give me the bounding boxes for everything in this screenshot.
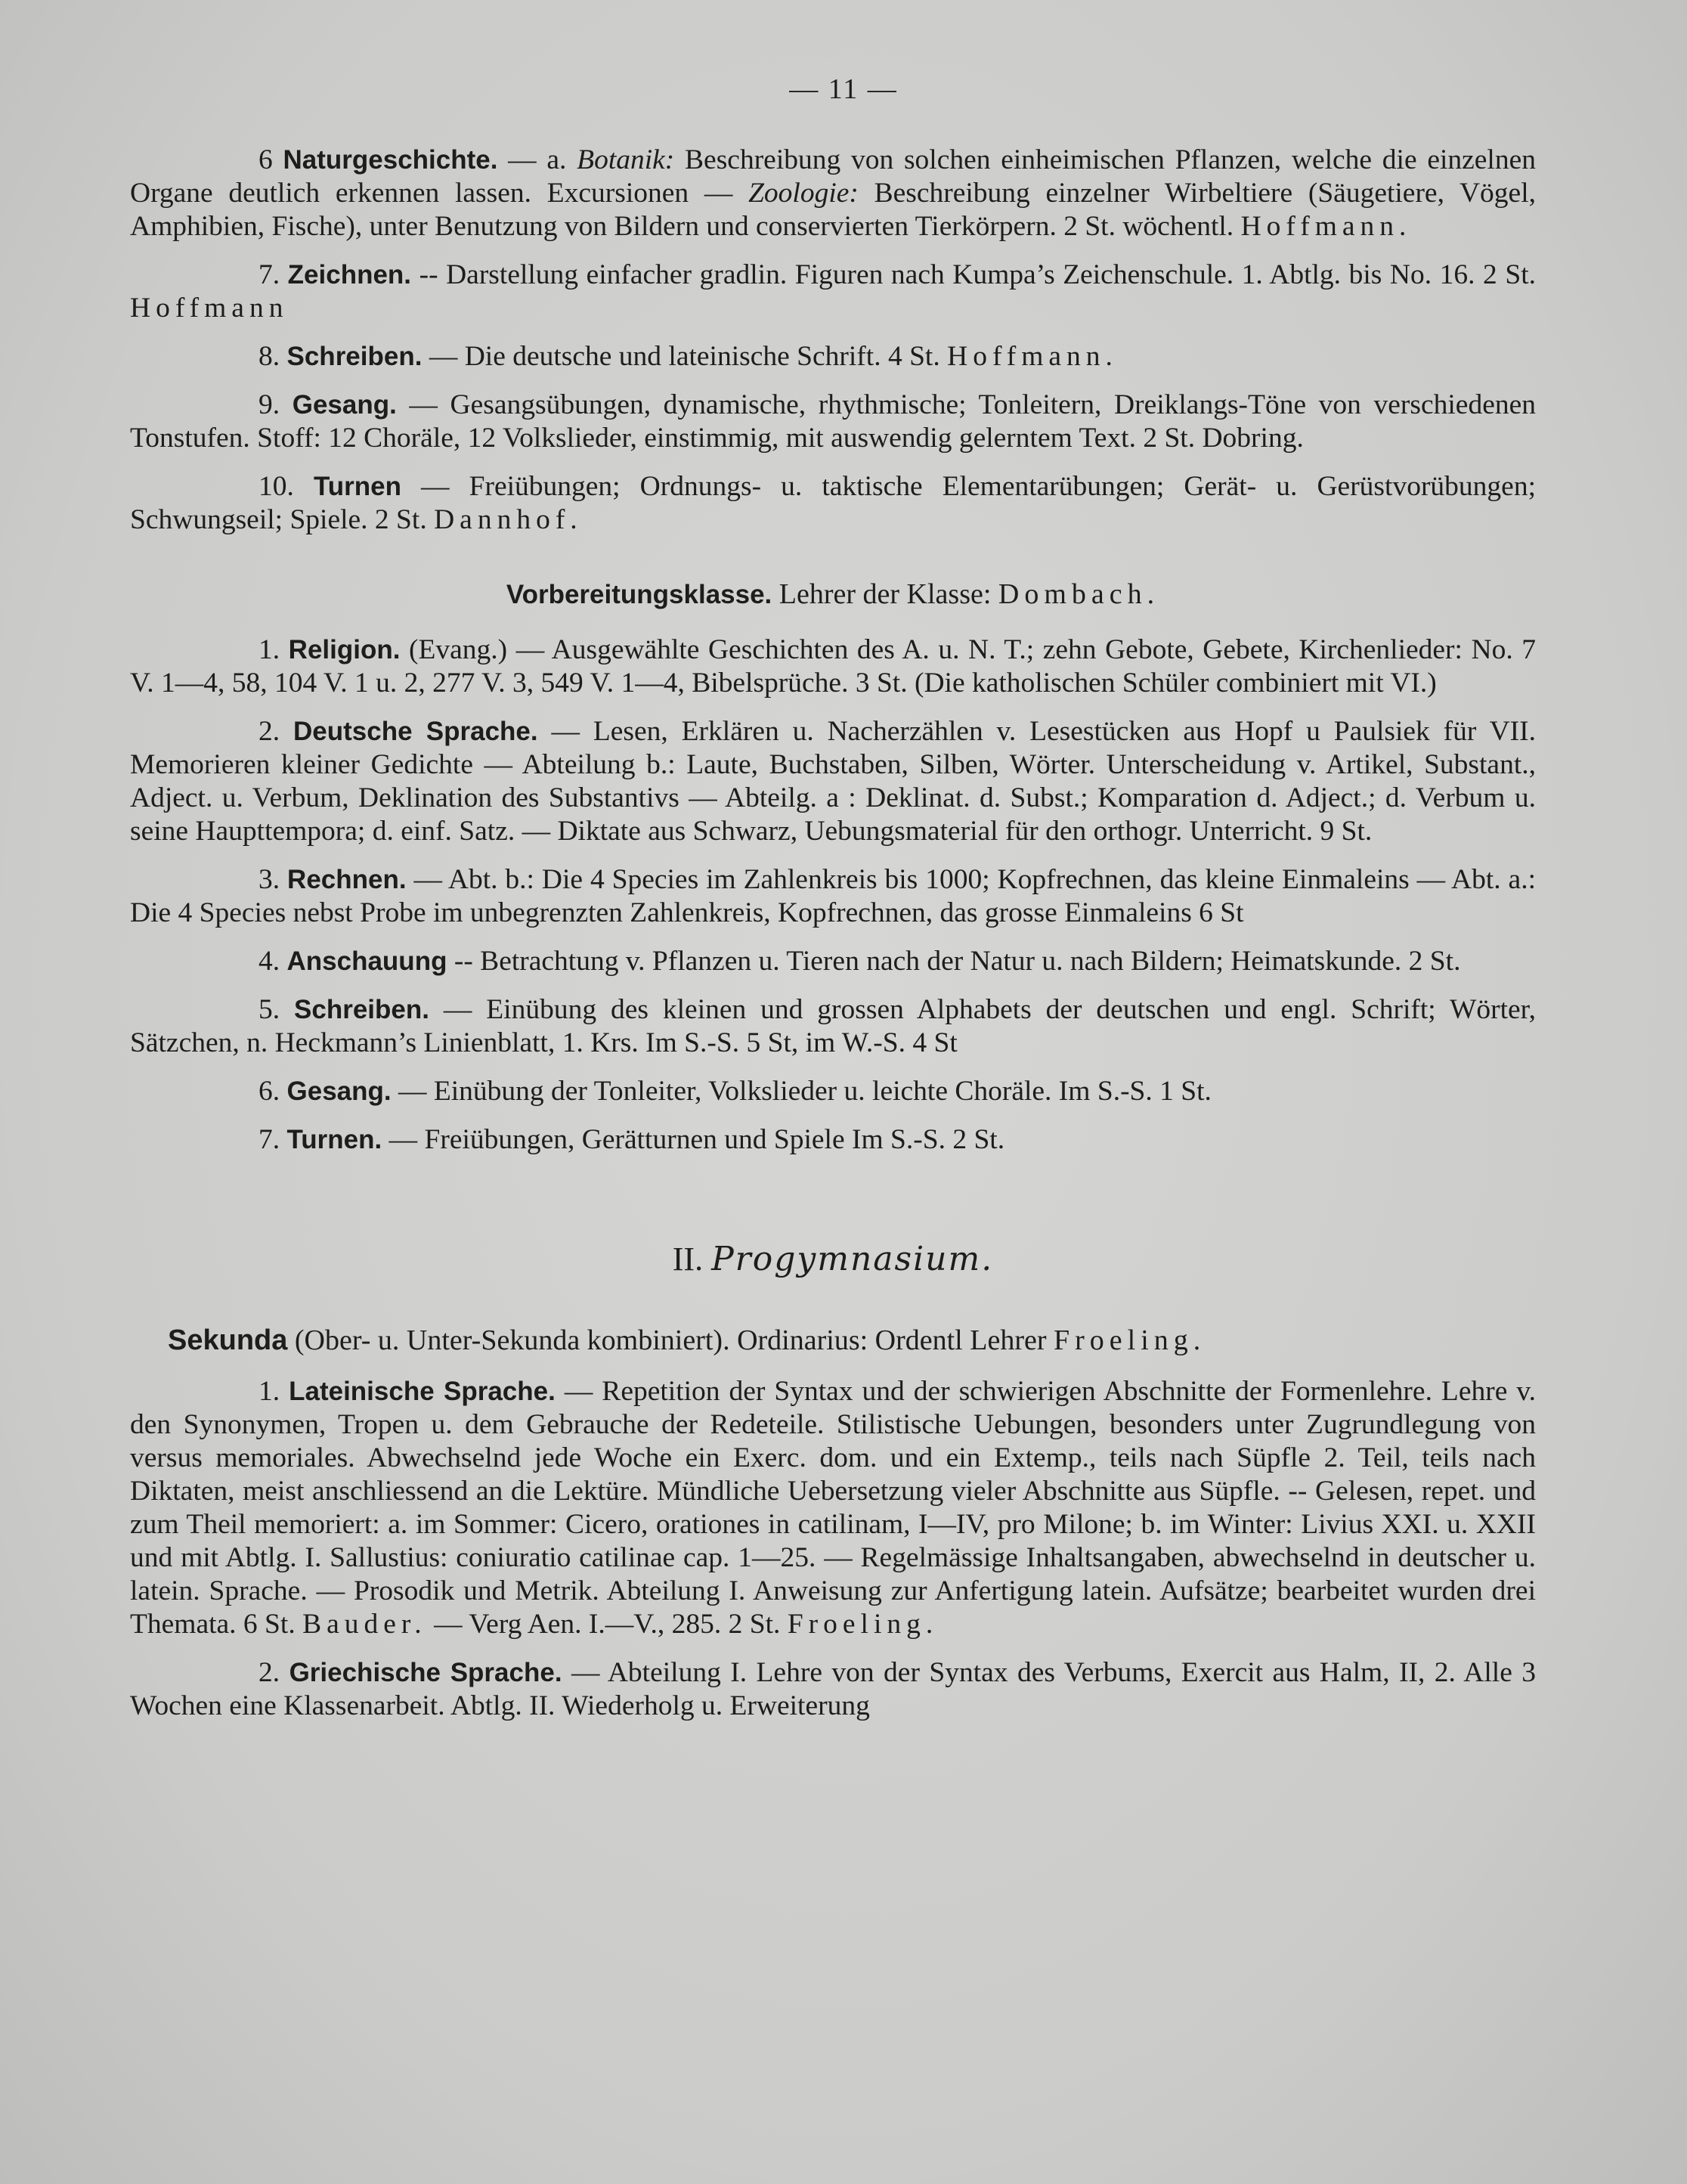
subject-text: (Evang.) — Ausgewählte Geschichten des A. u. N. T.; zehn Gebote, Gebete, Kirchenlieder: No. 7 V. 1—4, 58, 104 V. 1 u. 2, 277 V. 3, 549 V. 1—4, Bibelsprüche. 3 St. (Die katholischen Schüler combiniert mit VI.)	[130, 634, 1537, 699]
subject-paragraph	[130, 715, 1536, 848]
sekunda-heading	[130, 1324, 1536, 1357]
sekunda-subjects	[130, 1375, 1536, 1723]
subject-text: — Abt. b.: Die 4 Species im Zahlenkreis bis 1000; Kopfrechnen, das kleine Einmaleins — Abt. a.: Die 4 Species nebst Probe im unbegrenzten Zahlenkreis, Kopfrechnen, das grosse Einmaleins 6 St	[130, 864, 1536, 928]
subject-paragraph	[130, 634, 1536, 700]
subject-number: 10.	[258, 471, 314, 502]
subject-number: 6	[258, 144, 283, 175]
subject-number: 5.	[258, 994, 295, 1025]
subject-title: Turnen.	[286, 1125, 382, 1154]
subject-paragraph	[130, 1123, 1536, 1157]
subject-text: — Verg Aen. I.—V., 285. 2 St.	[426, 1609, 788, 1640]
subject-paragraph	[130, 1656, 1536, 1723]
subject-number: 9.	[258, 389, 293, 420]
subject-text: — Freiübungen; Ordnungs- u. taktische Elementarübungen; Gerät- u. Gerüstvorübungen; Schwungseil; Spiele. 2 St.	[130, 471, 1536, 535]
subject-title: Gesang.	[292, 390, 397, 420]
vorbereitung-subjects	[130, 634, 1536, 1157]
section-title: Progymnasium.	[711, 1240, 994, 1278]
subject-number: 6.	[258, 1076, 287, 1107]
subject-paragraph	[130, 945, 1536, 978]
section-heading	[130, 1240, 1536, 1278]
subject-title: Anschauung	[286, 946, 447, 976]
vorbereitung-teacher: Dombach.	[998, 578, 1160, 610]
subject-number: 8.	[258, 341, 287, 372]
subject-paragraph	[130, 470, 1536, 537]
upper-class-subjects	[130, 144, 1536, 537]
subject-title: Lateinische Sprache.	[289, 1377, 556, 1406]
subject-paragraph	[130, 993, 1536, 1060]
section-roman: II.	[672, 1241, 704, 1278]
subject-text: — Repetition der Syntax und der schwierigen Abschnitte der Formenlehre. Lehre v. den Synonymen, Tropen u. dem Gebrauche der Redeteile. Stilistische Uebungen, besonders unter Zugrundlegung von versus memoriales. Abwechselnd jede Woche ein Exerc. dom. und ein Extemp., teils nach Süpfle 2. Teil, teils nach Diktaten, meist anschliessend an die Lektüre. Mündliche Uebersetzung vieler Abschnitte aus Süpfle. -- Gelesen, repet. und zum Theil memoriert: a. im Sommer: Cicero, orationes in catilinam, I—IV, pro Milone; b. im Winter: Livius XXI. u. XXII und mit Abtlg. I. Sallustius: coniuratio catilinae cap. 1—25. — Regelmässige Inhaltsangaben, abwechselnd in deutscher u. latein. Sprache. — Prosodik und Metrik. Abteilung I. Anweisung zur Anfertigung latein. Aufsätze; bearbeitet wurden drei Themata. 6 St.	[130, 1376, 1537, 1640]
subject-number: 1.	[258, 634, 289, 665]
subject-title: Naturgeschichte.	[283, 145, 498, 175]
subject-text: — Freiübungen, Gerätturnen und Spiele Im S.-S. 2 St.	[382, 1124, 1005, 1155]
subject-paragraph	[130, 259, 1536, 325]
subject-paragraph	[130, 144, 1536, 243]
subject-text: — Die deutsche und lateinische Schrift. 4 St.	[422, 341, 948, 372]
page-number: — 11 —	[789, 73, 898, 105]
teacher-name: Hoffmann.	[947, 341, 1118, 372]
subject-number: 7.	[258, 259, 288, 290]
subject-text: -- Darstellung einfacher gradlin. Figuren nach Kumpa’s Zeichenschule. 1. Abtlg. bis No. 16. 2 St.	[411, 259, 1536, 290]
subject-number: 3.	[258, 864, 288, 895]
subject-text: — Gesangsübungen, dynamische, rhythmische; Tonleitern, Dreiklangs-Töne von verschiedenen Tonstufen. Stoff: 12 Choräle, 12 Volkslieder, einstimmig, mit auswendig gelerntem Text. 2 St. Dobring.	[130, 389, 1536, 454]
subject-title: Schreiben.	[294, 995, 429, 1024]
subject-text: — a.	[497, 144, 577, 175]
subject-text: Beschreibung einzelner Wirbeltiere (Säugetiere, Vögel, Amphibien, Fische), unter Benutzung von Bildern und conservierten Tierkörpern. 2 St. wöchentl.	[130, 178, 1536, 242]
subject-title: Deutsche Sprache.	[293, 717, 538, 746]
sekunda-teacher: Froeling.	[1054, 1324, 1206, 1356]
subject-paragraph	[130, 1375, 1536, 1641]
subject-number: 1.	[258, 1376, 289, 1407]
subject-title: Zeichnen.	[287, 260, 412, 290]
subject-number: 4.	[258, 946, 287, 977]
subject-text: — Lesen, Erklären u. Nacherzählen v. Lesestücken aus Hopf u Paulsiek für VII. Memorieren kleiner Gedichte — Abteilung b.: Laute, Buchstaben, Silben, Wörter. Unterscheidung v. Artikel, Substant., Adject. u. Verbum, Deklination des Substantivs — Abteilg. a : Deklinat. d. Subst.; Komparation d. Adject.; d. Verbum u. seine Haupttempora; d. einf. Satz. — Diktate aus Schwarz, Uebungsmaterial für den orthogr. Unterricht. 9 St.	[130, 716, 1537, 847]
teacher-name: Bauder.	[302, 1609, 427, 1640]
teacher-name: Froeling.	[787, 1609, 939, 1640]
subject-title: Schreiben.	[286, 342, 423, 371]
subject-title: Rechnen.	[287, 865, 407, 894]
subject-text: Botanik:	[577, 144, 675, 175]
subject-number: 2.	[258, 1657, 289, 1688]
teacher-name: Hoffmann	[130, 293, 289, 324]
subject-paragraph	[130, 340, 1536, 373]
sekunda-heading-text: (Ober- u. Unter-Sekunda kombiniert). Ordinarius: Ordentl Lehrer	[287, 1324, 1054, 1356]
subject-number: 2.	[258, 716, 293, 747]
subject-paragraph	[130, 389, 1536, 455]
sekunda-title: Sekunda	[168, 1324, 288, 1356]
subject-title: Turnen	[313, 472, 401, 501]
vorbereitung-title: Vorbereitungsklasse.	[506, 580, 772, 609]
teacher-name: Hoffmann.	[1240, 211, 1412, 242]
subject-text: Beschreibung von solchen einheimischen Pflanzen, welche die einzelnen Organe deutlich erkennen lassen. Excursionen —	[130, 144, 1536, 209]
subject-text: -- Betrachtung v. Pflanzen u. Tieren nach der Natur u. nach Bildern; Heimatskunde. 2 St.	[447, 946, 1461, 977]
vorbereitung-heading-text: Lehrer der Klasse:	[772, 578, 998, 610]
page-content	[130, 144, 1536, 1738]
teacher-name: Dannhof.	[434, 504, 583, 535]
subject-text: — Einübung des kleinen und grossen Alphabets der deutschen und engl. Schrift; Wörter, Sätzchen, n. Heckmann’s Linienblatt, 1. Krs. Im S.-S. 5 St, im W.-S. 4 St	[130, 994, 1537, 1058]
subject-title: Gesang.	[286, 1077, 392, 1106]
subject-text: Zoologie:	[748, 178, 859, 209]
subject-number: 7.	[258, 1124, 287, 1155]
subject-text: — Einübung der Tonleiter, Volkslieder u. leichte Choräle. Im S.-S. 1 St.	[391, 1076, 1212, 1107]
subject-title: Religion.	[288, 635, 401, 664]
subject-paragraph	[130, 863, 1536, 930]
subject-title: Griechische Sprache.	[289, 1658, 562, 1687]
subject-paragraph	[130, 1075, 1536, 1108]
vorbereitung-heading	[130, 578, 1536, 611]
subject-text: — Abteilung I. Lehre von der Syntax des Verbums, Exercit aus Halm, II, 2. Alle 3 Wochen eine Klassenarbeit. Abtlg. II. Wiederholg u. Erweiterung	[130, 1657, 1537, 1721]
